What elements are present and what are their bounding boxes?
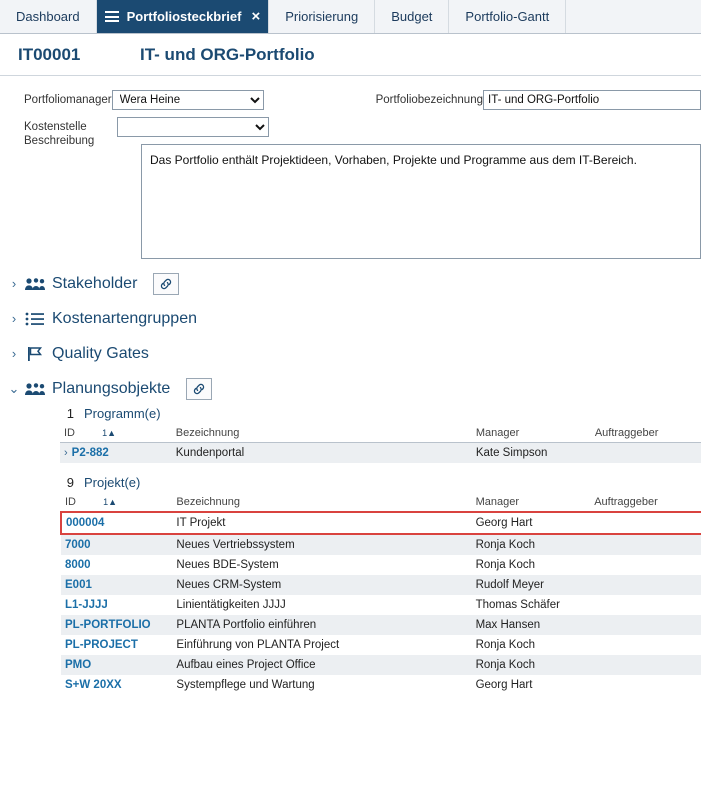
projekte-caption: Projekt(e) xyxy=(84,475,141,490)
row-manager: Rudolf Meyer xyxy=(472,575,591,595)
column-header-id[interactable] xyxy=(60,425,172,443)
projekte-table xyxy=(60,494,701,695)
portfolio-form xyxy=(0,76,701,266)
row-id-link[interactable]: L1-JJJJ xyxy=(65,599,108,611)
table-row[interactable] xyxy=(61,655,701,675)
row-auftraggeber xyxy=(591,443,701,464)
row-id-cell[interactable] xyxy=(60,443,172,464)
row-id-link[interactable]: PL-PROJECT xyxy=(65,639,138,651)
row-id-cell[interactable] xyxy=(61,595,172,615)
row-manager: Georg Hart xyxy=(472,512,591,534)
row-bezeichnung: Systempflege und Wartung xyxy=(176,679,315,691)
row-manager: Ronja Koch xyxy=(475,559,536,571)
row-id-link[interactable]: P2-882 xyxy=(71,447,109,459)
row-id-link[interactable]: 7000 xyxy=(65,539,91,551)
programme-table-body xyxy=(60,443,701,464)
chevron-right-icon[interactable]: › xyxy=(11,311,17,326)
row-auftraggeber xyxy=(590,635,701,655)
beschreibung-label: Beschreibung xyxy=(24,135,95,147)
section-title: Planungsobjekte xyxy=(52,379,171,397)
row-id-cell[interactable] xyxy=(61,555,172,575)
column-header-manager[interactable]: Manager xyxy=(472,494,591,512)
beschreibung-textarea[interactable]: Das Portfolio enthält Projektideen, Vorhaben, Projekte und Programme aus dem IT-Bereich. xyxy=(141,144,701,259)
row-id-cell[interactable] xyxy=(61,635,172,655)
tab-portfolio-gantt[interactable] xyxy=(449,0,566,33)
column-header-bezeichnung[interactable]: Bezeichnung xyxy=(172,425,472,443)
kostenstelle-label: Kostenstelle xyxy=(24,121,87,133)
table-row[interactable] xyxy=(61,534,701,555)
portfoliomanager-label: Portfoliomanager xyxy=(24,94,112,106)
portfoliomanager-select[interactable] xyxy=(112,90,264,110)
section-title: Quality Gates xyxy=(52,344,149,362)
table-row[interactable] xyxy=(61,635,701,655)
row-manager: Ronja Koch xyxy=(475,639,536,651)
table-row[interactable] xyxy=(60,443,701,464)
portfoliomanager-field[interactable] xyxy=(112,90,264,110)
tab-dashboard[interactable] xyxy=(0,0,97,33)
row-auftraggeber xyxy=(590,555,701,575)
section-kostenartengruppen[interactable] xyxy=(0,301,701,336)
kostenstelle-field[interactable] xyxy=(117,117,269,137)
projekte-block xyxy=(0,475,701,695)
chevron-down-icon[interactable]: ⌄ xyxy=(8,380,20,396)
tab-portfoliosteckbrief[interactable] xyxy=(97,0,270,33)
row-bezeichnung: PLANTA Portfolio einführen xyxy=(172,615,471,635)
row-manager: Max Hansen xyxy=(472,615,591,635)
row-auftraggeber xyxy=(590,615,701,635)
close-icon[interactable]: × xyxy=(251,8,261,25)
portfoliobezeichnung-label: Portfoliobezeichnung xyxy=(375,94,483,106)
row-id-cell[interactable] xyxy=(61,655,172,675)
column-header-manager[interactable]: Manager xyxy=(472,425,591,443)
table-row[interactable] xyxy=(61,555,701,575)
row-auftraggeber xyxy=(590,512,701,534)
section-title: Stakeholder xyxy=(52,274,138,292)
table-row[interactable] xyxy=(61,615,701,635)
table-row[interactable] xyxy=(61,575,701,595)
row-id-cell[interactable] xyxy=(61,615,172,635)
row-id-link[interactable]: PL-PORTFOLIO xyxy=(65,619,151,631)
row-bezeichnung: Einführung von PLANTA Project xyxy=(176,639,340,651)
table-row[interactable] xyxy=(61,675,701,695)
section-stakeholder[interactable] xyxy=(0,266,701,301)
flag-icon xyxy=(22,346,48,362)
projekte-table-body xyxy=(61,512,701,695)
tab-budget[interactable] xyxy=(375,0,449,33)
section-title: Kostenartengruppen xyxy=(52,309,197,327)
portfolio-id: IT00001 xyxy=(18,44,81,64)
hamburger-icon[interactable] xyxy=(105,11,119,22)
programme-count: 1 xyxy=(66,406,74,421)
row-id-link[interactable]: PMO xyxy=(65,659,92,671)
tab-label: Priorisierung xyxy=(285,9,359,24)
list-icon xyxy=(22,312,48,326)
row-id-link[interactable]: E001 xyxy=(65,579,92,591)
row-id-cell[interactable] xyxy=(61,512,172,534)
programme-caption: Programm(e) xyxy=(84,406,161,421)
tab-bar-filler xyxy=(566,0,701,33)
sort-indicator[interactable]: 1▲ xyxy=(103,497,117,507)
row-manager: Ronja Koch xyxy=(472,655,591,675)
column-header-id[interactable] xyxy=(61,494,172,512)
row-auftraggeber xyxy=(590,655,701,675)
table-row[interactable] xyxy=(61,595,701,615)
section-planungsobjekte[interactable] xyxy=(0,371,701,406)
people-icon xyxy=(22,277,48,291)
row-id-link[interactable]: S+W 20XX xyxy=(65,679,122,691)
programme-block xyxy=(0,406,701,463)
section-quality-gates[interactable] xyxy=(0,336,701,371)
tab-bar xyxy=(0,0,701,34)
column-header-bezeichnung[interactable]: Bezeichnung xyxy=(172,494,471,512)
row-bezeichnung: Kundenportal xyxy=(172,443,472,464)
row-bezeichnung: Neues BDE-System xyxy=(176,559,279,571)
chevron-right-icon[interactable]: › xyxy=(11,276,17,291)
kostenstelle-select[interactable] xyxy=(117,117,269,137)
row-manager: Ronja Koch xyxy=(472,534,591,555)
table-row[interactable] xyxy=(61,512,701,534)
row-bezeichnung: Linientätigkeiten JJJJ xyxy=(176,599,286,611)
tab-label: Budget xyxy=(391,9,433,24)
row-id-cell[interactable] xyxy=(61,575,172,595)
row-auftraggeber xyxy=(590,534,701,555)
row-manager: Kate Simpson xyxy=(472,443,591,464)
row-bezeichnung: Neues CRM-System xyxy=(172,575,471,595)
column-header-id-label: ID xyxy=(65,496,76,508)
portfolio-title: IT- und ORG-Portfolio xyxy=(140,44,315,64)
tab-priorisierung[interactable] xyxy=(269,0,375,33)
row-id-cell[interactable] xyxy=(61,534,172,555)
link-icon-button-stakeholder[interactable] xyxy=(153,273,179,295)
column-header-auftraggeber[interactable]: Auftraggeber xyxy=(590,494,701,512)
chevron-right-icon[interactable]: › xyxy=(64,447,68,459)
sort-indicator[interactable]: 1▲ xyxy=(102,428,116,438)
table-header-row xyxy=(60,425,701,443)
row-id-cell[interactable] xyxy=(61,675,172,695)
row-manager: Thomas Schäfer xyxy=(475,599,560,611)
row-manager: Georg Hart xyxy=(475,679,533,691)
tab-label: Portfoliosteckbrief xyxy=(126,9,242,24)
row-auftraggeber xyxy=(590,675,701,695)
tab-label: Dashboard xyxy=(16,9,80,24)
table-header-row xyxy=(61,494,701,512)
row-bezeichnung: Neues Vertriebssystem xyxy=(172,534,471,555)
link-icon-button-planungsobjekte[interactable] xyxy=(186,378,212,400)
portfoliobezeichnung-input[interactable] xyxy=(483,90,701,110)
row-auftraggeber xyxy=(590,575,701,595)
projekte-count-row xyxy=(46,475,699,490)
page-title xyxy=(0,34,701,76)
programme-count-row xyxy=(46,406,699,421)
projekte-count: 9 xyxy=(66,475,74,490)
row-auftraggeber xyxy=(590,595,701,615)
row-id-link[interactable]: 8000 xyxy=(65,559,91,571)
column-header-id-label: ID xyxy=(64,427,75,439)
chevron-right-icon[interactable]: › xyxy=(11,346,17,361)
row-id-link[interactable]: 000004 xyxy=(66,517,105,529)
row-bezeichnung: Aufbau eines Project Office xyxy=(172,655,471,675)
programme-table xyxy=(60,425,701,463)
row-bezeichnung: IT Projekt xyxy=(172,512,471,534)
tab-label: Portfolio-Gantt xyxy=(465,9,550,24)
people-icon xyxy=(22,382,48,396)
column-header-auftraggeber[interactable]: Auftraggeber xyxy=(591,425,701,443)
